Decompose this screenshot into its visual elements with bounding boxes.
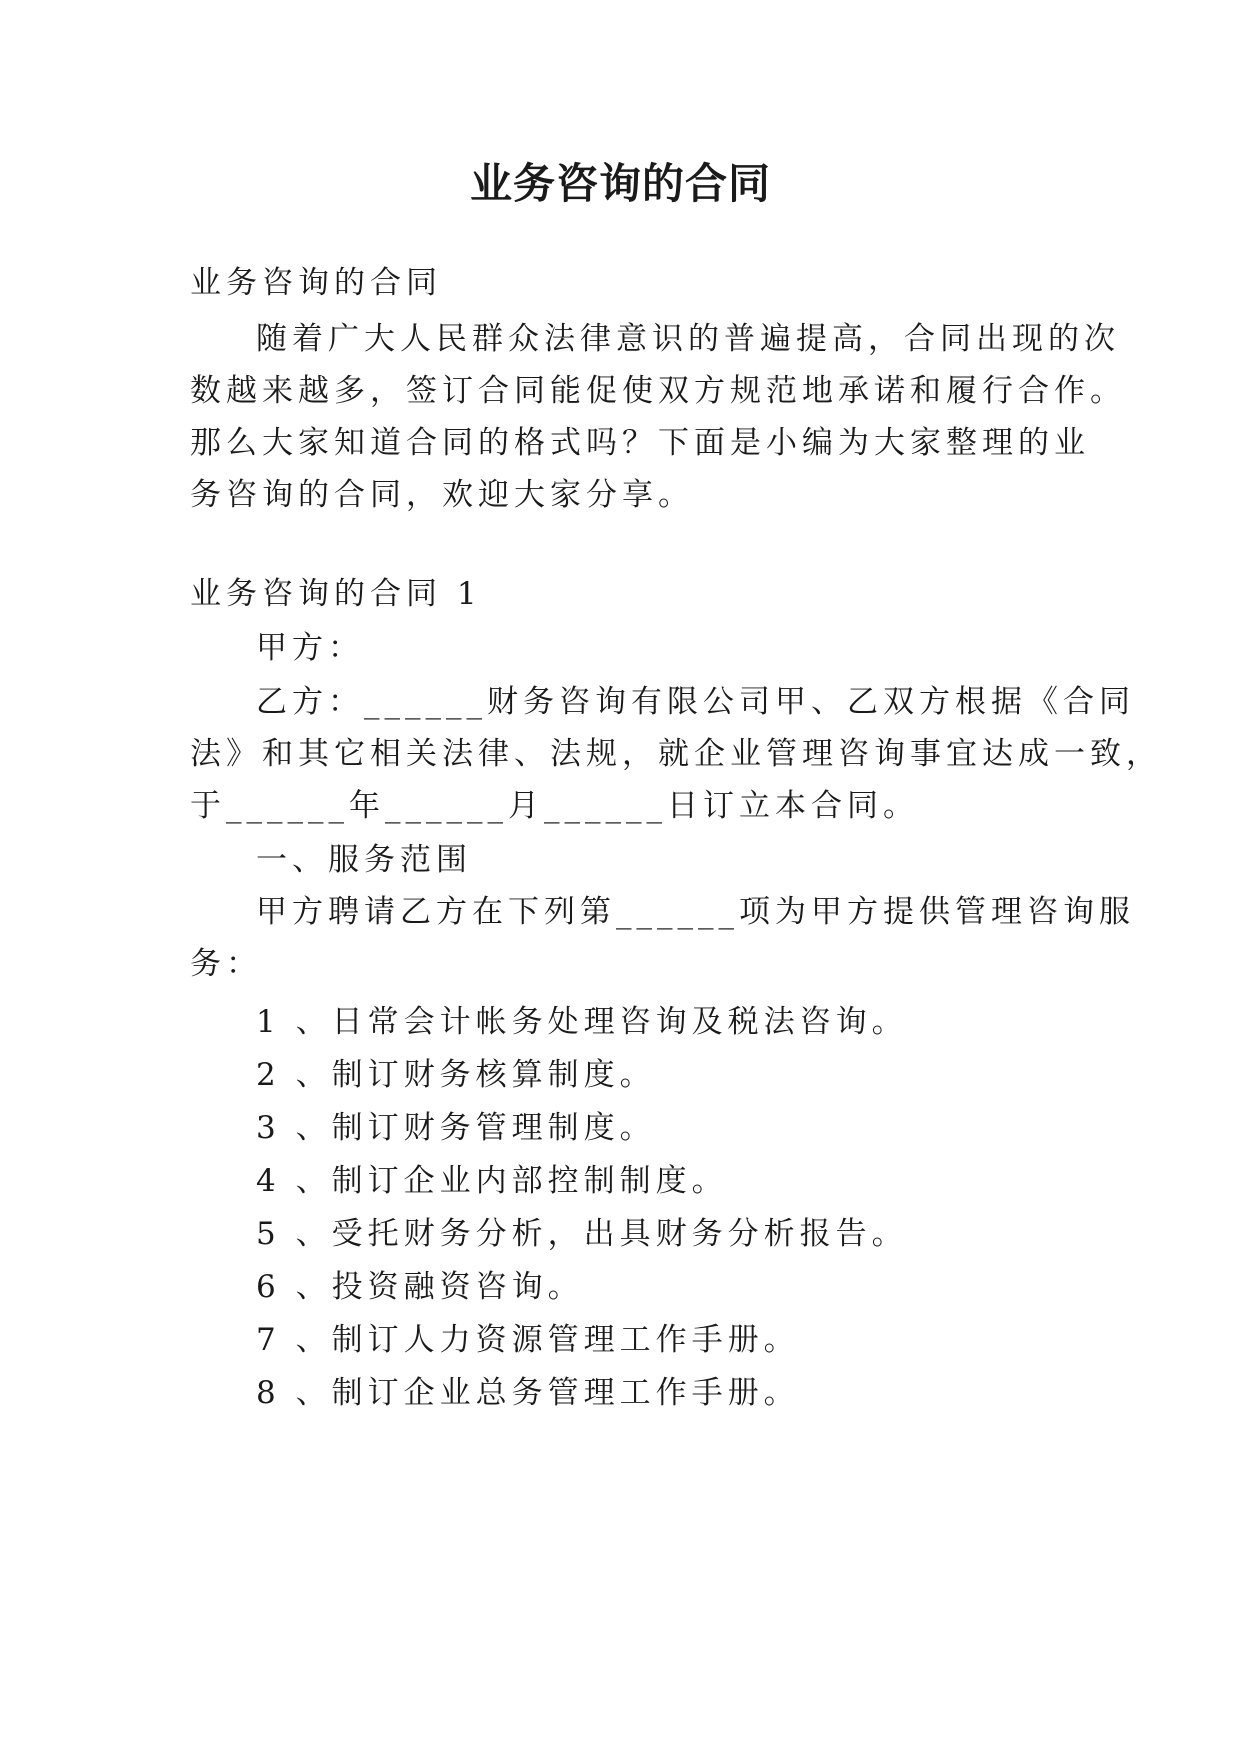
section-heading: 业务咨询的合同 (190, 265, 442, 301)
list-item: 2 、制订财务核算制度。 (256, 1057, 656, 1093)
document-title: 业务咨询的合同 (469, 159, 771, 208)
list-item: 8 、制订企业总务管理工作手册。 (256, 1375, 800, 1411)
list-item: 7 、制订人力资源管理工作手册。 (256, 1322, 800, 1358)
paragraph-line: 那么大家知道合同的格式吗？下面是小编为大家整理的业 (190, 425, 1090, 461)
paragraph-line: 随着广大人民群众法律意识的普遍提高，合同出现的次 (256, 321, 1120, 357)
clause-heading: 一、服务范围 (256, 842, 472, 878)
paragraph-line: 数越来越多，签订合同能促使双方规范地承诺和履行合作。 (190, 373, 1126, 409)
section-heading: 业务咨询的合同 1 (190, 576, 482, 612)
list-item: 4 、制订企业内部控制制度。 (256, 1163, 728, 1199)
list-item: 5 、受托财务分析，出具财务分析报告。 (256, 1216, 908, 1252)
list-item: 6 、投资融资咨询。 (256, 1269, 584, 1305)
party-a-line: 甲方： (256, 630, 364, 666)
party-b-line: 乙方：______财务咨询有限公司甲、乙双方根据《合同 (256, 684, 1135, 720)
paragraph-line: 法》和其它相关法律、法规，就企业管理咨询事宜达成一致， (190, 736, 1162, 772)
paragraph-line: 务咨询的合同，欢迎大家分享。 (190, 477, 694, 513)
list-item: 3 、制订财务管理制度。 (256, 1110, 656, 1146)
paragraph-line: 务： (190, 946, 262, 982)
list-item: 1 、日常会计帐务处理咨询及税法咨询。 (256, 1004, 908, 1040)
paragraph-line: 于______年______月______日订立本合同。 (190, 788, 919, 824)
paragraph-line: 甲方聘请乙方在下列第______项为甲方提供管理咨询服 (256, 894, 1135, 930)
